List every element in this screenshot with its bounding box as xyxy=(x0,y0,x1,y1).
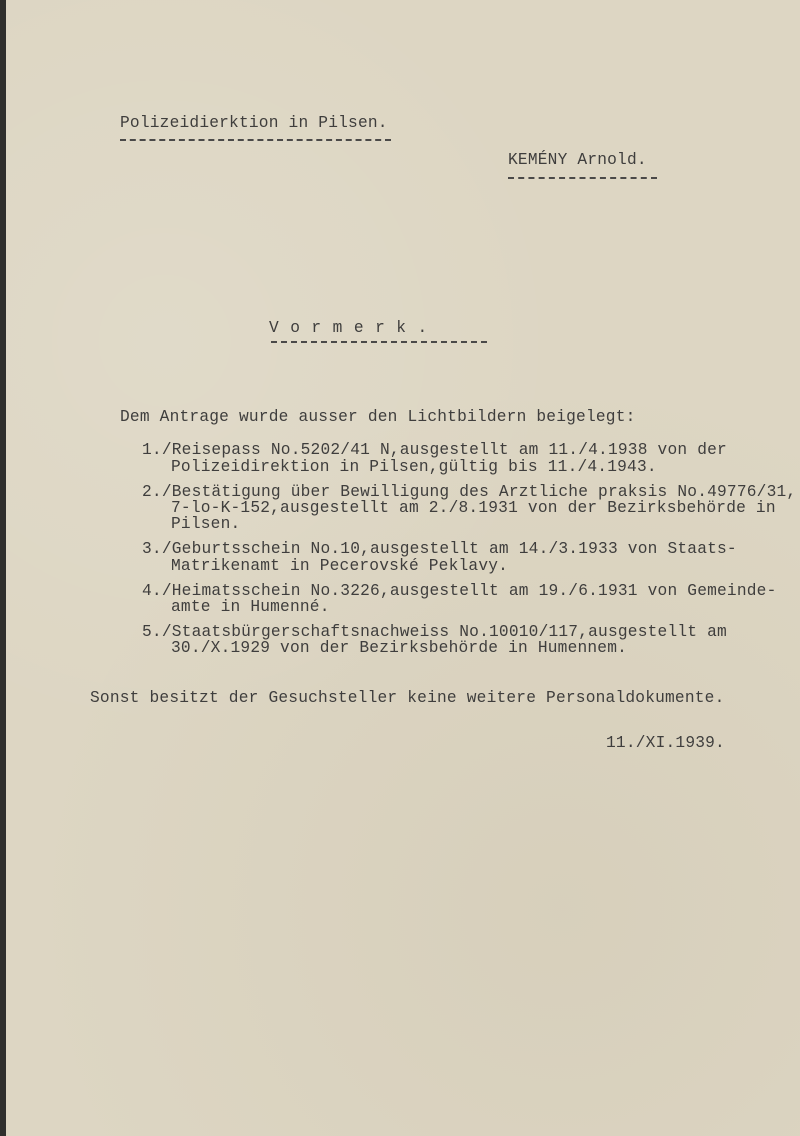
authority-underline xyxy=(120,139,391,141)
document-page xyxy=(6,0,800,1136)
title-underline xyxy=(271,341,487,343)
intro-text: Dem Antrage wurde ausser den Lichtbildern beigelegt: xyxy=(120,408,636,426)
list-item-2-line-3: Pilsen. xyxy=(171,515,241,533)
list-item-2-line-2: 7-lo-K-152,ausgestellt am 2./8.1931 von der Bezirksbehörde in xyxy=(171,499,776,517)
list-item-1-line-2: Polizeidirektion in Pilsen,gültig bis 11./4.1943. xyxy=(171,458,657,476)
person-name: KEMÉNY Arnold. xyxy=(508,151,647,169)
authority-heading: Polizeidierktion in Pilsen. xyxy=(120,114,388,132)
document-date: 11./XI.1939. xyxy=(606,734,725,752)
list-item-5-line-2: 30./X.1929 von der Bezirksbehörde in Humennem. xyxy=(171,639,628,657)
person-underline xyxy=(508,177,657,179)
list-item-5-line-1: 5./Staatsbürgerschaftsnachweiss No.10010/117,ausgestellt am xyxy=(142,623,727,641)
list-item-4-line-1: 4./Heimatsschein No.3226,ausgestellt am 19./6.1931 von Gemeinde- xyxy=(142,582,777,600)
document-title: Vormerk. xyxy=(269,319,439,337)
list-item-3-line-2: Matrikenamt in Pecerovské Peklavy. xyxy=(171,557,509,575)
list-item-4-line-2: amte in Humenné. xyxy=(171,598,330,616)
closing-statement: Sonst besitzt der Gesuchsteller keine weitere Personaldokumente. xyxy=(90,689,725,707)
list-item-2-line-1: 2./Bestätigung über Bewilligung des Arztliche praksis No.49776/31, xyxy=(142,483,797,501)
list-item-3-line-1: 3./Geburtsschein No.10,ausgestellt am 14./3.1933 von Staats- xyxy=(142,540,737,558)
list-item-1-line-1: 1./Reisepass No.5202/41 N,ausgestellt am 11./4.1938 von der xyxy=(142,441,727,459)
